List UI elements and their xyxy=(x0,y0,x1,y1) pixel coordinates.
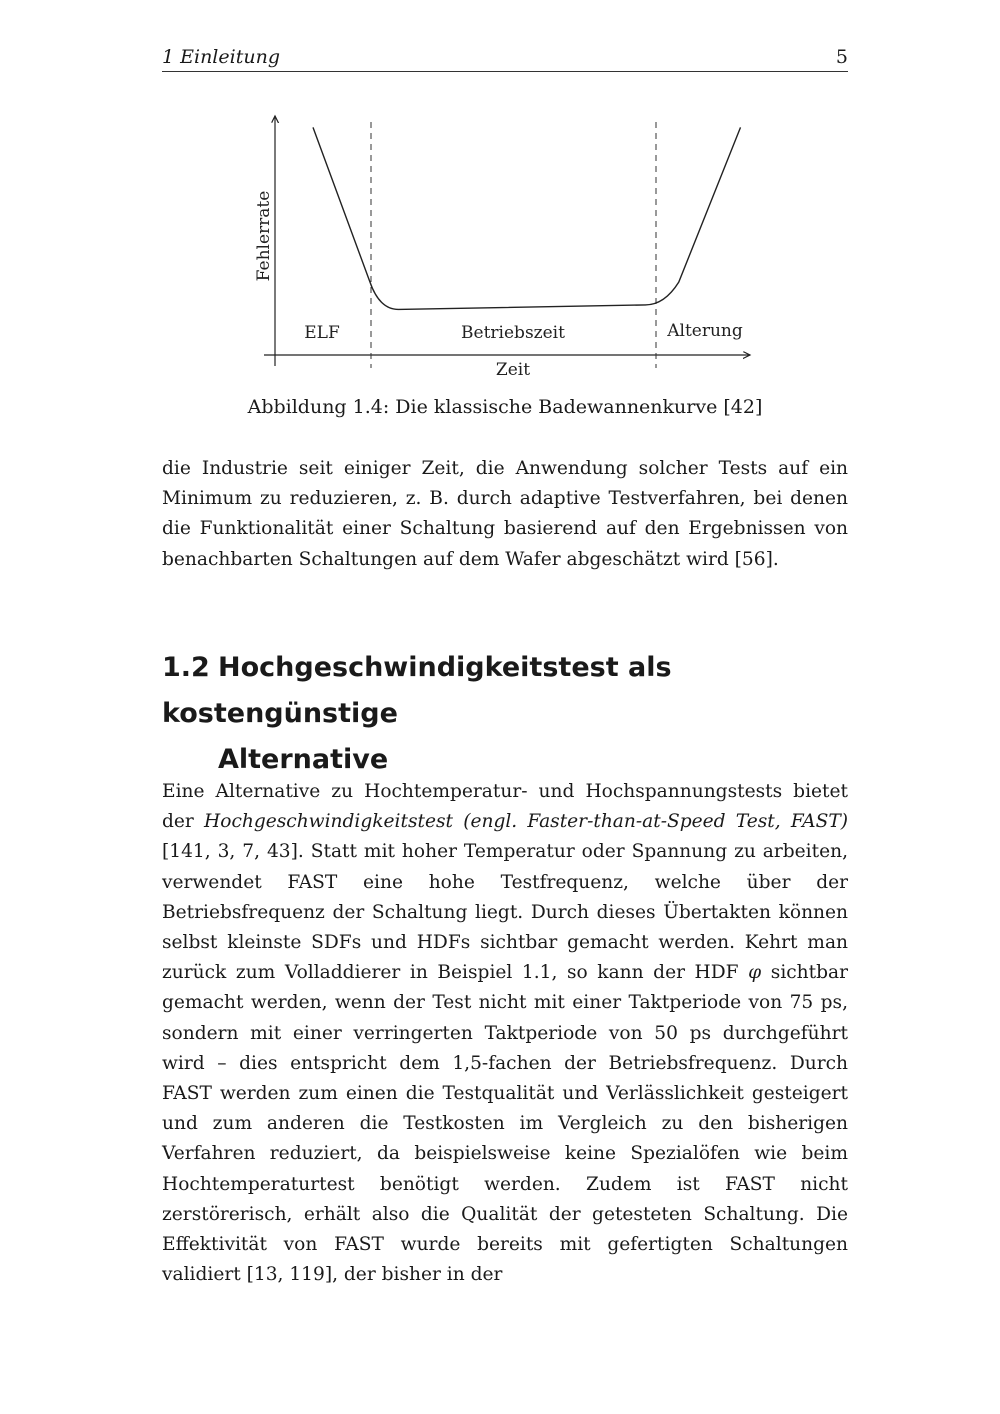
bathtub-chart xyxy=(250,108,770,388)
section-number: 1.2 xyxy=(162,652,210,683)
bathtub-curve-line xyxy=(313,127,741,309)
region-label-betriebszeit: Betriebszeit xyxy=(461,323,565,343)
y-axis-label: Fehlerrate xyxy=(254,190,274,282)
bathtub-curve-figure xyxy=(250,108,770,388)
x-axis-label: Zeit xyxy=(495,360,531,380)
page-number: 5 xyxy=(835,46,848,68)
phi-symbol: φ xyxy=(748,962,762,984)
chapter-title: 1 Einleitung xyxy=(162,46,280,68)
paragraph-intro: die Industrie seit einiger Zeit, die Anwendung solcher Tests auf ein Minimum zu reduzieren, z. B. durch adaptive Testverfahren, bei denen die Funktionalität einer Schaltung basierend auf den Ergebnissen von benachbarten Schaltungen auf dem Wafer abgeschätzt wird [56]. xyxy=(162,458,848,570)
paragraph-fast-emphasis: Hochgeschwindigkeitstest (engl. Faster-than-at-Speed Test, FAST) xyxy=(204,811,848,833)
section-title-line2: Alternative xyxy=(218,744,389,775)
region-label-elf: ELF xyxy=(304,323,340,343)
paragraph-fast-part3: sichtbar gemacht werden, wenn der Test nicht mit einer Taktperiode von 75 ps, sondern mit einer verringerten Taktperiode von 50 ps durchgeführt wird – dies entspricht dem 1,5-fachen der Betriebsfrequenz. Durch FAST werden zum einen die Testqualität und Verlässlichkeit gesteigert und zum anderen die Testkosten im Vergleich zu den bisherigen Verfahren reduziert, da beispielsweise keine Spezialöfen wie beim Hochtemperaturtest benötigt werden. Zudem ist FAST nicht zerstörerisch, erhält also die Qualität der getesteten Schaltung. Die Effektivität von FAST wurde bereits mit gefertigten Schaltungen validiert [13, 119], der bisher in der xyxy=(162,962,849,1286)
paragraph-fast-part1: Eine Alternative zu Hochtemperatur- und Hochspannungstests bietet der xyxy=(162,781,848,833)
section-title-line1: Hochgeschwindigkeitstest als kostengünstige xyxy=(162,652,672,729)
paragraph-fast xyxy=(162,777,848,1290)
figure-caption: Abbildung 1.4: Die klassische Badewannenkurve [42] xyxy=(247,396,763,418)
paragraph-fast-part2: [141, 3, 7, 43]. Statt mit hoher Temperatur oder Spannung zu arbeiten, verwendet FAST eine hohe Testfrequenz, welche über der Betriebsfrequenz der Schaltung liegt. Durch dieses Übertakten können selbst kleinste SDFs und HDFs sichtbar gemacht werden. Kehrt man zurück zum Volladdierer in Beispiel 1.1, so kann der HDF xyxy=(162,841,848,984)
section-heading xyxy=(162,645,848,783)
running-header xyxy=(162,44,848,72)
region-label-alterung: Alterung xyxy=(667,321,743,341)
